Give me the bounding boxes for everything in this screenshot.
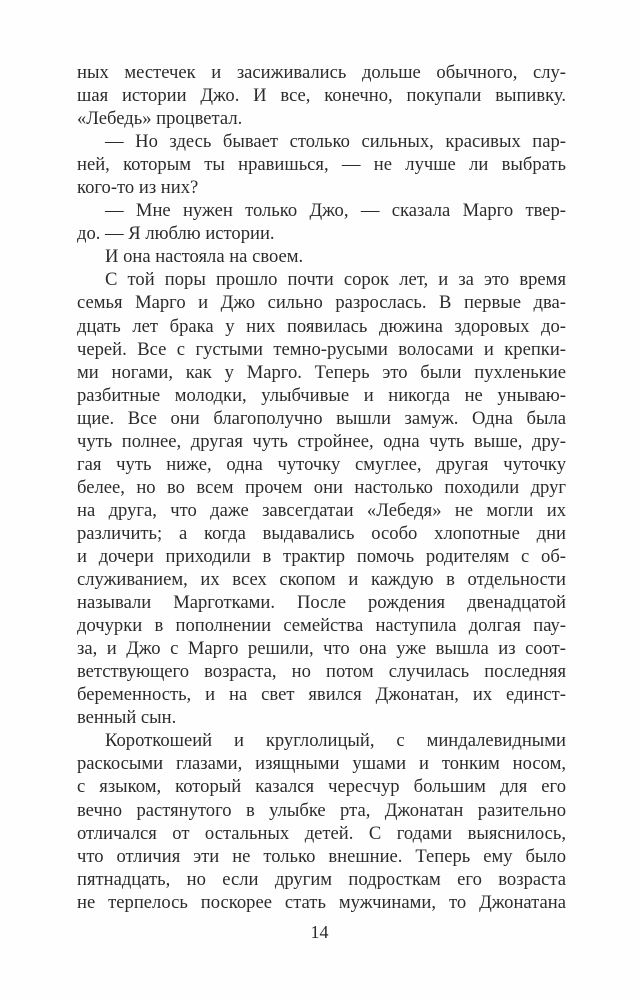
text-line: служиванием, их всех скопом и каждую в отдельности (77, 569, 566, 591)
text-line: щие. Все они благополучно вышли замуж. Одна была (77, 407, 566, 429)
text-line: — Мне нужен только Джо, — сказала Марго твер- (105, 200, 566, 222)
text-line: до. — Я люблю истории. (77, 223, 275, 245)
text-line: ми ногами, как у Марго. Теперь это были пухленькие (77, 361, 566, 383)
text-line: венный сын. (77, 707, 177, 729)
text-line: отличался от остальных детей. С годами выяснилось, (77, 822, 566, 844)
text-line: гая чуть ниже, одна чуточку смуглее, другая чуточку (77, 453, 566, 475)
page-number: 14 (310, 922, 329, 942)
text-line: разбитные молодки, улыбчивые и никогда не унываю- (77, 384, 566, 406)
text-line: и дочери приходили в трактир помочь родителям с об- (77, 545, 566, 567)
text-line: шая истории Джо. И все, конечно, покупали выпивку. (77, 85, 566, 107)
text-line: чуть полнее, другая чуть стройнее, одна чуть выше, дру- (77, 430, 566, 452)
text-line: Короткошеий и круглолицый, с миндалевидными (105, 730, 566, 752)
text-line: с языком, который казался чересчур большим для его (77, 776, 566, 798)
text-line: пятнадцать, но если другим подросткам его возраста (77, 868, 566, 890)
text-line: ней, которым ты нравишься, — не лучше ли выбрать (77, 154, 566, 176)
text-line: ветствующего возраста, но потом случилась последняя (77, 661, 566, 683)
text-line: белее, но во всем прочем они настолько походили друг (77, 476, 566, 498)
text-line: не терпелось поскорее стать мужчинами, то Джонатана (77, 891, 566, 913)
text-line: раскосыми глазами, изящными ушами и тонким носом, (77, 753, 566, 775)
text-line: черей. Все с густыми темно-русыми волосами и крепки- (77, 338, 566, 360)
text-line: ных местечек и засиживались дольше обычного, слу- (77, 62, 566, 83)
text-line: различить; а когда выдавались особо хлопотные дни (77, 522, 566, 544)
text-line: за, и Джо с Марго решили, что она уже вышла из соот- (77, 638, 566, 660)
text-line: С той поры прошло почти сорок лет, и за это время (105, 269, 566, 291)
text-line: — Но здесь бывает столько сильных, красивых пар- (105, 131, 566, 153)
text-line: что отличия эти не только внешние. Теперь ему было (77, 845, 566, 867)
text-line: вечно растянутого в улыбке рта, Джонатан разительно (77, 799, 566, 821)
text-line: И она настояла на своем. (105, 246, 304, 268)
text-line: «Лебедь» процветал. (77, 108, 243, 130)
text-line: называли Марготками. После рождения двенадцатой (77, 592, 566, 614)
text-line: беременность, и на свет явился Джонатан, их единст- (77, 684, 566, 706)
text-line: кого-то из них? (77, 177, 199, 199)
body-text (77, 61, 566, 914)
text-line: дцать лет брака у них появилась дюжина здоровых до- (77, 315, 566, 337)
text-line: дочурки в пополнении семейства наступила долгая пау- (77, 615, 566, 637)
text-line: семья Марго и Джо сильно разрослась. В первые два- (77, 292, 566, 314)
text-line: на друга, что даже завсегдатаи «Лебедя» не могли их (77, 499, 566, 521)
